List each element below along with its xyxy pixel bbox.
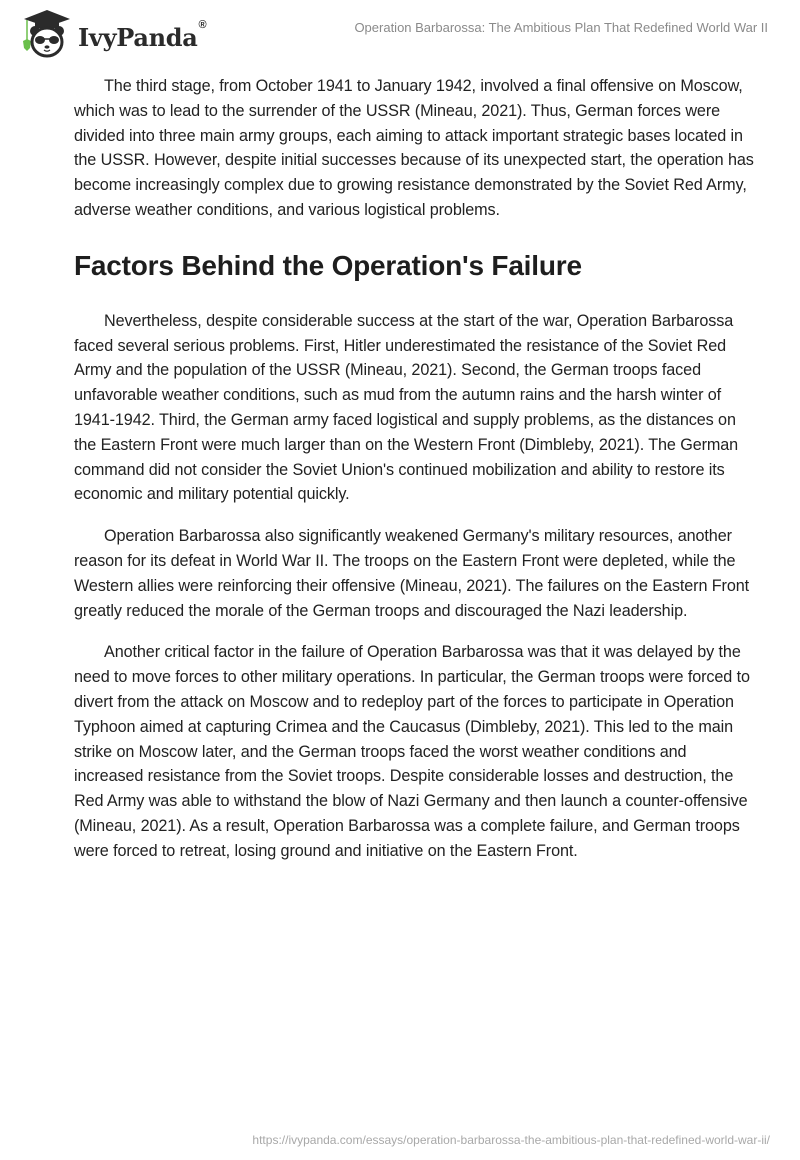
paragraph-weakened-resources: Operation Barbarossa also significantly weakened Germany's military resources, another reason for its defeat in World War II. The troops on the Eastern Front were depleted, while the Western allies were reinforcing their offensive (Mineau, 2021). The failures on the Eastern Front greatly reduced the morale of the German troops and discouraged the Nazi leadership. (74, 527, 750, 620)
panda-graduate-icon (18, 8, 76, 58)
essay-content (74, 74, 754, 881)
paragraph-third-stage: The third stage, from October 1941 to January 1942, involved a final offensive on Moscow, which was to lead to the surrender of the USSR (Mineau, 2021). Thus, German forces were divided into three main army groups, each aiming to attack important strategic bases located in the USSR. However, despite initial successes because of its unexpected start, the operation has become increasingly complex due to growing resistance demonstrated by the Soviet Red Army, adverse weather conditions, and various logistical problems. (74, 77, 754, 219)
document-title: Operation Barbarossa: The Ambitious Plan That Redefined World War II (354, 20, 768, 35)
section-heading: Factors Behind the Operation's Failure (74, 249, 582, 281)
registered-mark: ® (198, 18, 207, 31)
source-url[interactable]: https://ivypanda.com/essays/operation-barbarossa-the-ambitious-plan-that-redefined-world-war-ii/ (252, 1133, 770, 1147)
logo-wordmark: IvyPanda® (78, 18, 207, 52)
paragraph-delay-factor: Another critical factor in the failure of Operation Barbarossa was that it was delayed by the need to move forces to other military operations. In particular, the German troops were forced to divert from the attack on Moscow and to redeploy part of the forces to participate in Operation Typhoon aimed at capturing Crimea and the Caucasus (Dimbleby, 2021). This led to the main strike on Moscow later, and the German troops faced the worst weather conditions and increased resistance from the Soviet troops. Despite considerable losses and destruction, the Red Army was able to withstand the blow of Nazi Germany and then launch a counter-offensive (Mineau, 2021). As a result, Operation Barbarossa was a complete failure, and German troops were forced to retreat, losing ground and initiative on the Eastern Front. (74, 643, 750, 860)
ivypanda-logo-link[interactable] (18, 8, 206, 58)
paragraph-problems: Nevertheless, despite considerable success at the start of the war, Operation Barbarossa faced several serious problems. First, Hitler underestimated the resistance of the Soviet Red Army and the population of the USSR (Mineau, 2021). Second, the German troops faced unfavorable weather conditions, such as mud from the autumn rains and the harsh winter of 1941-1942. Third, the German army faced logistical and supply problems, as the distances on the Eastern Front were much larger than on the Western Front (Dimbleby, 2021). The German command did not consider the Soviet Union's continued mobilization and ability to restore its economic and military potential quickly. (74, 311, 739, 504)
page-header (0, 0, 800, 64)
